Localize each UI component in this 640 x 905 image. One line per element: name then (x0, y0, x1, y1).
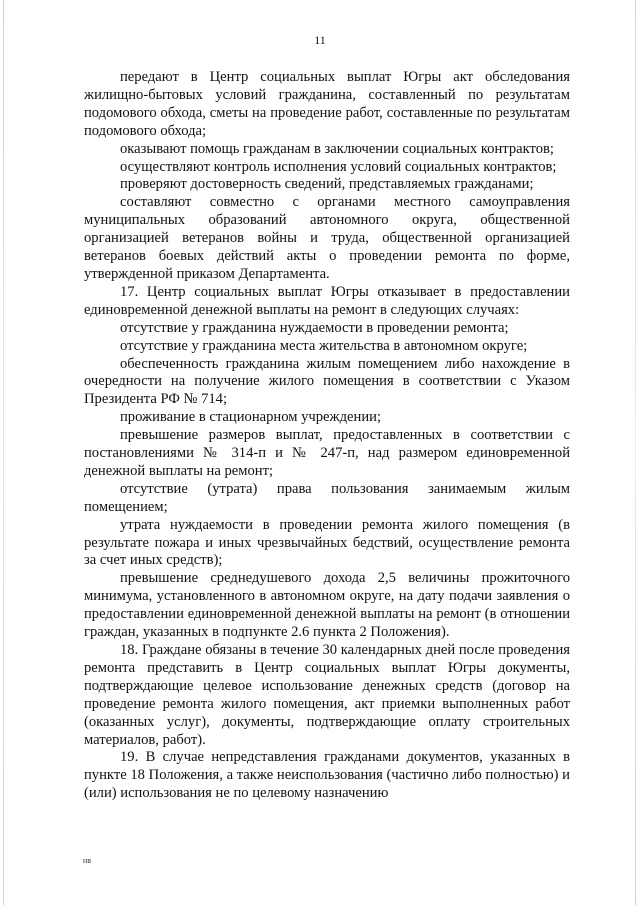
paragraph: отсутствие (утрата) права пользования занимаемым жилым помещением; (84, 480, 570, 515)
paragraph: отсутствие у гражданина места жительства в автономном округе; (120, 337, 528, 354)
paragraph: осуществляют контроль исполнения условий социальных контрактов; (120, 158, 557, 175)
paragraph: отсутствие у гражданина нуждаемости в проведении ремонта; (120, 319, 509, 336)
paragraph: проживание в стационарном учреждении; (120, 409, 381, 426)
paragraph-item-18: 18. Граждане обязаны в течение 30 календарных дней после проведения ремонта представить в Центр социальных выплат Югры документы, подтверждающие целевое использование денежных средств (договор на проведение ремонта жилого помещения, акт приемки выполненных работ (оказанных услуг), документы, подтверждающие оплату строительных материалов, работ). (84, 642, 570, 748)
paragraph: превышение среднедушевого дохода 2,5 величины прожиточного минимума, установленного в автономном округе, на дату подачи заявления о предоставлении единовременной денежной выплаты на ремонт (в отношении граждан, указанных в подпункте 2.6 пункта 2 Положения). (84, 570, 570, 641)
paragraph-item-19: 19. В случае непредставления гражданами документов, указанных в пункте 18 Положения, а также неиспользования (частично либо полностью) и (или) использования не по целевому назначению (84, 749, 570, 802)
footer-mark: нв (83, 856, 92, 865)
paragraph: обеспеченность гражданина жилым помещением либо нахождение в очередности на получение жилого помещения в соответствии с Указом Президента РФ № 714; (84, 355, 570, 408)
scan-edge-left (3, 0, 4, 905)
paragraph: передают в Центр социальных выплат Югры акт обследования жилищно-бытовых условий гражданина, составленный по результатам подомового обхода, сметы на проведение работ, составленные по результатам подомового обхода; (84, 69, 570, 139)
paragraph: утрата нуждаемости в проведении ремонта жилого помещения (в результате пожара и иных чрезвычайных бедствий, осуществление ремонта за счет иных средств); (84, 516, 570, 569)
paragraph: оказывают помощь гражданам в заключении социальных контрактов; (120, 140, 554, 157)
paragraph: превышение размеров выплат, предоставленных в соответствии с постановлениями № 314-п и № 247-п, над размером единовременной денежной выплаты на ремонт; (84, 427, 570, 479)
paragraph: составляют совместно с органами местного самоуправления муниципальных образований автономного округа, общественной организацией ветеранов войны и труда, общественной организацией ветеранов боевых действий акты о проведении ремонта по форме, утвержденной приказом Департамента. (84, 194, 570, 282)
paragraph: проверяют достоверность сведений, представляемых гражданами; (120, 176, 534, 193)
paragraph-item-17: 17. Центр социальных выплат Югры отказывает в предоставлении единовременной денежной выплаты на ремонт в следующих случаях: (84, 283, 570, 318)
document-body (84, 69, 570, 803)
page-number: 11 (314, 33, 326, 47)
scan-edge-right (635, 0, 636, 905)
